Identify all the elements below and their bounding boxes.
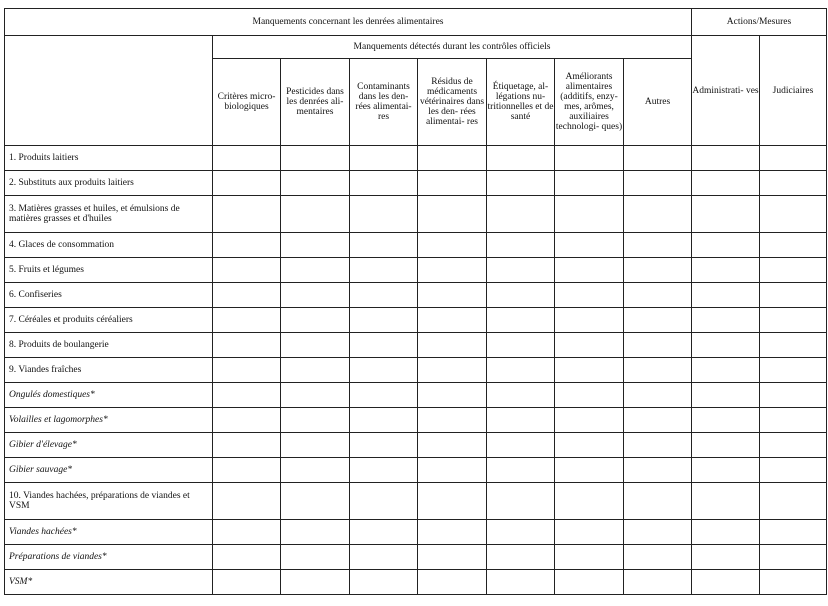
table-cell [281,433,350,458]
table-cell [350,283,418,308]
row-label: 10. Viandes hachées, préparations de viandes et VSM [5,483,213,520]
table-cell [487,258,555,283]
table-cell [760,171,827,196]
table-cell [213,545,281,570]
table-row [5,358,827,383]
row-label: Viandes hachées* [5,520,213,545]
table-cell [350,383,418,408]
table-cell [281,545,350,570]
table-row [5,146,827,171]
table-cell [692,433,760,458]
table-cell [555,358,624,383]
table-row [5,308,827,333]
row-label: 5. Fruits et légumes [5,258,213,283]
table-cell [555,408,624,433]
table-cell [624,196,692,233]
table-cell [624,333,692,358]
table-cell [213,146,281,171]
table-cell [692,171,760,196]
controls-subtitle: Manquements détectés durant les contrôles officiels [213,36,692,59]
table-cell [350,233,418,258]
col-contaminants: Contaminants dans les den- rées alimentai- res [350,59,418,146]
table-cell [350,308,418,333]
table-cell [624,433,692,458]
row-label: 2. Substituts aux produits laitiers [5,171,213,196]
table-cell [487,458,555,483]
table-cell [213,520,281,545]
table-cell [418,308,487,333]
col-autres: Autres [624,59,692,146]
table-cell [487,146,555,171]
table-cell [760,570,827,595]
table-cell [350,458,418,483]
row-label: Volailles et lagomorphes* [5,408,213,433]
table-cell [281,171,350,196]
table-cell [350,483,418,520]
table-cell [487,520,555,545]
table-cell [555,308,624,333]
row-label: 9. Viandes fraîches [5,358,213,383]
table-cell [418,483,487,520]
table-row [5,520,827,545]
table-cell [213,196,281,233]
table-cell [555,433,624,458]
table-cell [418,570,487,595]
table-row [5,570,827,595]
table-body [5,146,827,595]
table-cell [418,233,487,258]
table-row [5,283,827,308]
table-cell [760,196,827,233]
table-cell [418,333,487,358]
table-cell [624,570,692,595]
main-title: Manquements concernant les denrées alimentaires [5,9,692,36]
table-cell [692,570,760,595]
table-cell [555,283,624,308]
table-cell [418,146,487,171]
table-cell [281,283,350,308]
table-cell [692,283,760,308]
table-row [5,233,827,258]
table-cell [692,545,760,570]
table-cell [555,520,624,545]
table-cell [624,146,692,171]
row-label: Préparations de viandes* [5,545,213,570]
table-cell [281,308,350,333]
table-cell [760,458,827,483]
table-cell [555,171,624,196]
table-cell [281,458,350,483]
table-cell [213,383,281,408]
table-cell [487,333,555,358]
table-cell [692,520,760,545]
table-row [5,333,827,358]
table-cell [213,233,281,258]
col-ameliorants: Améliorants alimentaires (additifs, enzy- mes, arômes, auxiliaires technologi- ques) [555,59,624,146]
table-cell [281,258,350,283]
table-cell [692,333,760,358]
table-cell [760,483,827,520]
table-cell [692,308,760,333]
table-cell [692,258,760,283]
table-cell [760,308,827,333]
table-cell [624,171,692,196]
table-row [5,545,827,570]
table-cell [555,545,624,570]
table-row [5,483,827,520]
table-cell [350,146,418,171]
table-cell [624,520,692,545]
table-cell [213,358,281,383]
table-cell [213,308,281,333]
table-cell [760,146,827,171]
table-cell [555,333,624,358]
table-cell [213,458,281,483]
table-cell [760,333,827,358]
table-cell [418,458,487,483]
col-pesticides: Pesticides dans les denrées ali- mentaires [281,59,350,146]
table-cell [213,258,281,283]
table-cell [760,283,827,308]
row-label: 1. Produits laitiers [5,146,213,171]
table-cell [213,408,281,433]
table-cell [487,196,555,233]
table-cell [487,171,555,196]
table-cell [418,545,487,570]
table-cell [555,258,624,283]
table-cell [692,408,760,433]
row-label: Ongulés domestiques* [5,383,213,408]
table-row [5,458,827,483]
table-cell [418,258,487,283]
table-cell [350,196,418,233]
table-cell [213,283,281,308]
row-label: Gibier sauvage* [5,458,213,483]
table-row [5,383,827,408]
table-cell [624,458,692,483]
col-administratives: Administrati- ves [692,36,760,146]
table-cell [555,233,624,258]
table-cell [692,483,760,520]
table-cell [760,233,827,258]
table-cell [760,545,827,570]
table-cell [624,258,692,283]
table-cell [418,171,487,196]
col-etiquetage: Étiquetage, al- légations nu- tritionnelles et de santé [487,59,555,146]
table-cell [624,358,692,383]
table-cell [281,570,350,595]
table-cell [624,545,692,570]
table-cell [555,483,624,520]
table-row [5,408,827,433]
table-cell [692,358,760,383]
table-cell [760,358,827,383]
table-cell [213,171,281,196]
table-cell [624,283,692,308]
table-cell [760,520,827,545]
table-cell [487,570,555,595]
table-cell [692,196,760,233]
table-cell [350,333,418,358]
table-cell [624,233,692,258]
row-label: 6. Confiseries [5,283,213,308]
table-cell [350,258,418,283]
table-cell [555,570,624,595]
table-cell [692,458,760,483]
col-residus: Résidus de médicaments vétérinaires dans les den- rées alimentai- res [418,59,487,146]
table-cell [487,433,555,458]
table-cell [281,333,350,358]
table-cell [281,146,350,171]
table-cell [487,483,555,520]
table-row [5,258,827,283]
table-cell [213,483,281,520]
table-cell [350,408,418,433]
table-cell [418,358,487,383]
row-label: 3. Matières grasses et huiles, et émulsions de matières grasses et d'huiles [5,196,213,233]
table-cell [418,383,487,408]
table-cell [487,283,555,308]
table-cell [281,383,350,408]
table-cell [281,483,350,520]
table-cell [281,520,350,545]
table-cell [624,383,692,408]
table-cell [350,545,418,570]
table-row [5,171,827,196]
row-label: VSM* [5,570,213,595]
row-label-header [5,36,213,146]
table-cell [281,196,350,233]
table-cell [281,358,350,383]
table-cell [350,433,418,458]
table-cell [487,233,555,258]
table-cell [418,408,487,433]
table-cell [487,358,555,383]
table-cell [350,570,418,595]
table-cell [555,146,624,171]
table-cell [692,233,760,258]
table-cell [487,308,555,333]
table-cell [350,520,418,545]
table-cell [487,408,555,433]
actions-title: Actions/Mesures [692,9,827,36]
food-noncompliance-table [4,8,827,595]
col-criteres: Critères micro- biologiques [213,59,281,146]
table-row [5,433,827,458]
table-cell [418,283,487,308]
table-cell [624,308,692,333]
table-cell [418,433,487,458]
row-label: 8. Produits de boulangerie [5,333,213,358]
table-cell [555,196,624,233]
table-cell [760,433,827,458]
row-label: 7. Céréales et produits céréaliers [5,308,213,333]
table-cell [281,408,350,433]
table-cell [760,408,827,433]
table-cell [487,545,555,570]
table-cell [624,483,692,520]
row-label: 4. Glaces de consommation [5,233,213,258]
table-cell [692,383,760,408]
table-cell [624,408,692,433]
table-cell [555,458,624,483]
table-cell [281,233,350,258]
table-cell [760,258,827,283]
table-cell [350,358,418,383]
table-cell [692,146,760,171]
table-cell [418,196,487,233]
row-label: Gibier d'élevage* [5,433,213,458]
table-cell [213,333,281,358]
table-cell [555,383,624,408]
table-cell [487,383,555,408]
table-cell [760,383,827,408]
table-row [5,196,827,233]
table-cell [418,520,487,545]
col-judiciaires: Judiciaires [760,36,827,146]
table-cell [213,570,281,595]
table-cell [213,433,281,458]
table-cell [350,171,418,196]
